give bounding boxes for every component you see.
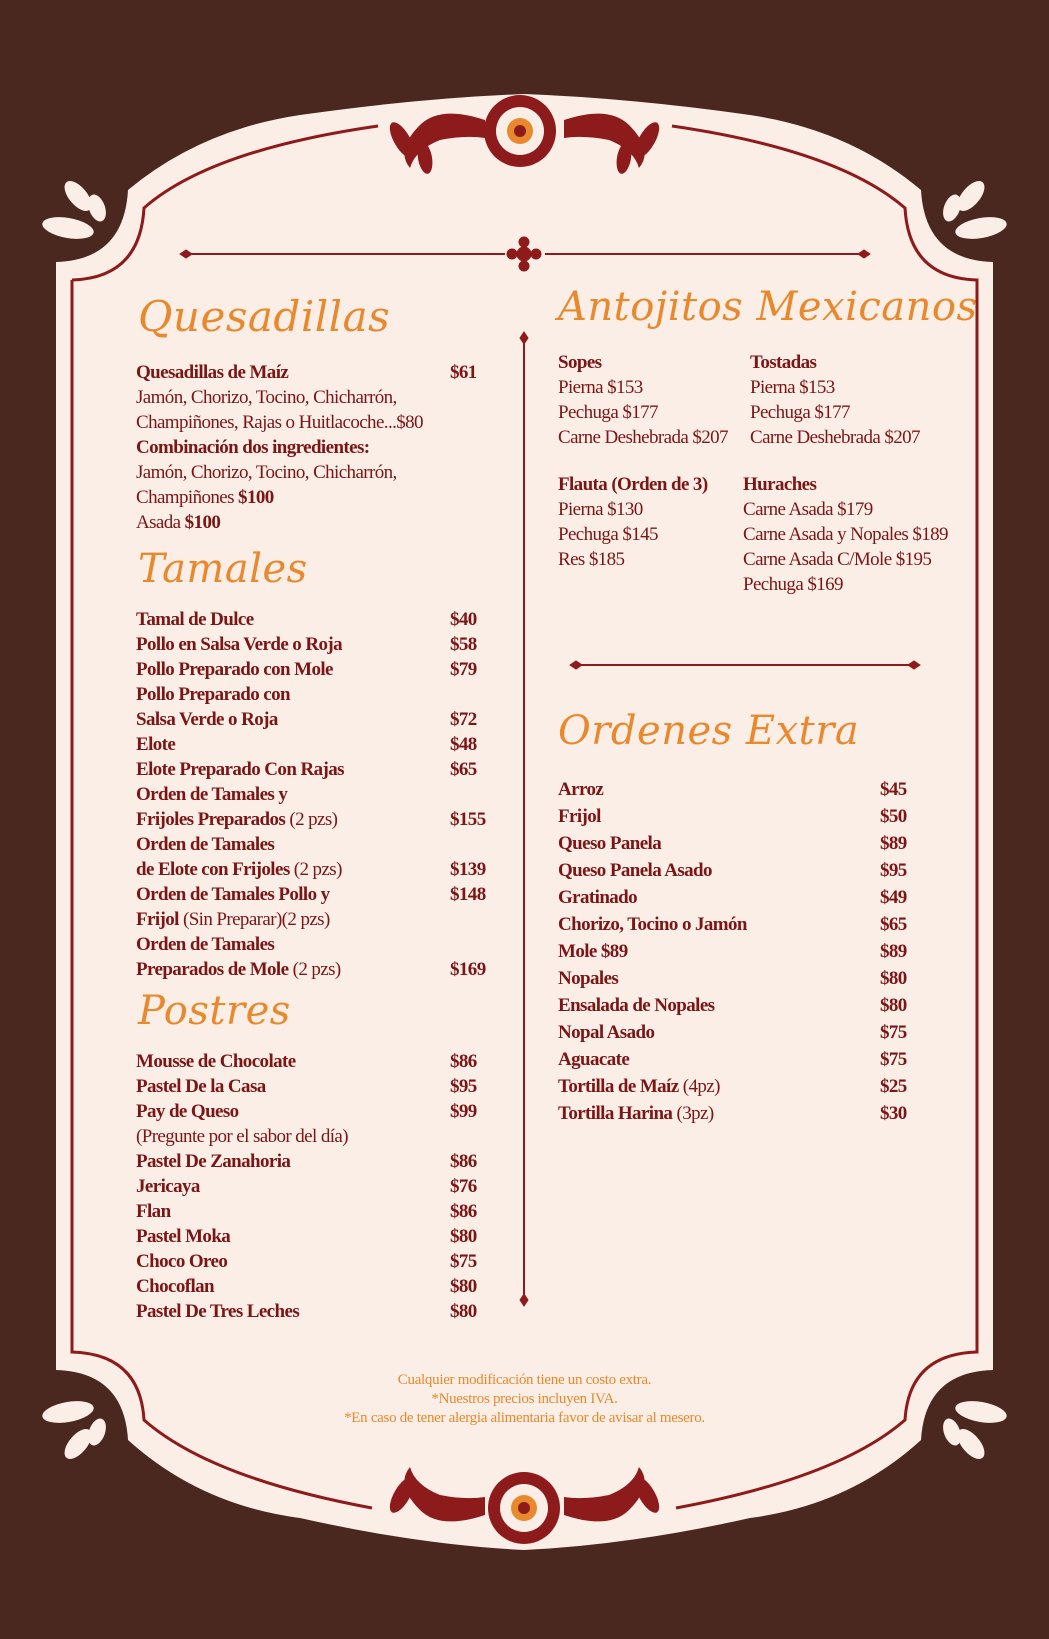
- tamales-item-note: (Sin Preparar)(2 pzs): [178, 909, 330, 930]
- postres-item-price: $76: [450, 1176, 477, 1197]
- tamales-item-note: (2 pzs): [285, 809, 338, 830]
- postres-item-label: Jericaya: [136, 1176, 200, 1197]
- postres-item-label: Pastel De Tres Leches: [136, 1301, 300, 1322]
- postres-item-price: $99: [450, 1101, 477, 1122]
- flauta-item: Pechuga $145: [558, 524, 658, 545]
- sopes-title: Sopes: [558, 352, 602, 373]
- quesadillas-line-3: Champiñones, Rajas o Huitlacoche...$80: [136, 412, 423, 433]
- extras-item-label: Frijol: [558, 806, 601, 827]
- footer-line-1: Cualquier modificación tiene un costo extra.: [397, 1372, 652, 1388]
- extras-item-label: Tortilla Harina: [558, 1103, 673, 1124]
- extras-item-price: $89: [880, 941, 907, 962]
- tamales-item-label: Salsa Verde o Roja: [136, 709, 278, 730]
- postres-item-label: Pay de Queso: [136, 1101, 239, 1122]
- extras-item-label: Nopales: [558, 968, 619, 989]
- extras-item-price: $30: [880, 1103, 907, 1124]
- postres-item-price: $80: [450, 1301, 477, 1322]
- extras-item-label: Nopal Asado: [558, 1022, 655, 1043]
- extras-item-price: $25: [880, 1076, 907, 1097]
- tamales-item-label: Elote: [136, 734, 176, 755]
- extras-item-label: Queso Panela: [558, 833, 662, 854]
- extras-item-price: $89: [880, 833, 907, 854]
- tostadas-item: Pierna $153: [750, 377, 835, 398]
- extras-item-label: Gratinado: [558, 887, 638, 908]
- extras-item-label: Ensalada de Nopales: [558, 995, 715, 1016]
- tamales-item-price: $148: [450, 884, 486, 905]
- postres-item-label: Pastel Moka: [136, 1226, 231, 1247]
- tamales-item-price: $72: [450, 709, 477, 730]
- extras-item-price: $75: [880, 1022, 907, 1043]
- postres-item-price: $95: [450, 1076, 477, 1097]
- extras-title: Ordenes Extra: [558, 708, 860, 754]
- postres-item-label: Pastel De la Casa: [136, 1076, 266, 1097]
- extras-item-note: (3pz): [672, 1103, 714, 1124]
- sopes-item: Pierna $153: [558, 377, 643, 398]
- extras-item-price: $45: [880, 779, 907, 800]
- quesadillas-line-2: Jamón, Chorizo, Tocino, Chicharrón,: [136, 387, 397, 408]
- postres-item-label: Chocoflan: [136, 1276, 214, 1297]
- extras-item-label: Chorizo, Tocino o Jamón: [558, 914, 747, 935]
- tamales-item-label: Frijol: [136, 909, 179, 930]
- tamales-item-label: Orden de Tamales: [136, 934, 275, 955]
- tostadas-title: Tostadas: [750, 352, 817, 373]
- extras-item-price: $50: [880, 806, 907, 827]
- footer-line-2: *Nuestros precios incluyen IVA.: [431, 1391, 618, 1407]
- tamales-item-price: $169: [450, 959, 486, 980]
- extras-item-row: [558, 912, 747, 937]
- postres-item-label: Choco Oreo: [136, 1251, 228, 1272]
- sopes-item: Pechuga $177: [558, 402, 658, 423]
- quesadillas-line-5: Jamón, Chorizo, Tocino, Chicharrón,: [136, 462, 397, 483]
- tostadas-item: Carne Deshebrada $207: [750, 427, 920, 448]
- flauta-item: Pierna $130: [558, 499, 643, 520]
- tamales-item-price: $139: [450, 859, 486, 880]
- postres-item-price: $86: [450, 1201, 477, 1222]
- tamales-item-label: Frijoles Preparados: [136, 809, 286, 830]
- extras-item-row: [558, 858, 712, 883]
- postres-title: Postres: [138, 988, 291, 1034]
- extras-item-price: $80: [880, 995, 907, 1016]
- quesadillas-maiz-label: Quesadillas de Maíz: [136, 362, 289, 383]
- postres-item-label: Flan: [136, 1201, 171, 1222]
- tamales-item-label: Orden de Tamales: [136, 834, 275, 855]
- extras-item-row: [558, 1101, 714, 1126]
- tamales-item-label: Orden de Tamales y: [136, 784, 288, 805]
- tamales-item-label: Preparados de Mole: [136, 959, 289, 980]
- footer-line-3: *En caso de tener alergia alimentaria favor de avisar al mesero.: [344, 1410, 705, 1426]
- quesadillas-title: Quesadillas: [138, 292, 391, 341]
- tamales-item-label: Tamal de Dulce: [136, 609, 254, 630]
- extras-item-row: [558, 885, 637, 910]
- extras-item-label: Mole $89: [558, 941, 628, 962]
- extras-item-row: [558, 1020, 654, 1045]
- tamales-item-label: Pollo Preparado con Mole: [136, 659, 333, 680]
- quesadillas-line-7-text: Asada: [136, 512, 185, 533]
- tamales-title: Tamales: [138, 546, 308, 592]
- extras-item-row: [558, 966, 618, 991]
- extras-item-row: [558, 993, 714, 1018]
- huraches-item: Carne Asada y Nopales $189: [743, 524, 948, 545]
- tamales-item-note: (2 pzs): [288, 959, 341, 980]
- postres-item-price: $86: [450, 1051, 477, 1072]
- quesadillas-line-6-price: $100: [238, 487, 274, 508]
- extras-item-row: [558, 1047, 629, 1072]
- tamales-item-price: $79: [450, 659, 477, 680]
- flauta-title: Flauta (Orden de 3): [558, 474, 708, 495]
- extras-item-price: $75: [880, 1049, 907, 1070]
- postres-item-price: $86: [450, 1151, 477, 1172]
- postres-item-label: Mousse de Chocolate: [136, 1051, 296, 1072]
- extras-item-row: [558, 804, 601, 829]
- antojitos-title: Antojitos Mexicanos: [558, 284, 978, 330]
- extras-item-row: [558, 831, 661, 856]
- extras-item-label: Aguacate: [558, 1049, 630, 1070]
- huraches-title: Huraches: [743, 474, 817, 495]
- tamales-item-label: Orden de Tamales Pollo y: [136, 884, 330, 905]
- postres-item-label: Pastel De Zanahoria: [136, 1151, 291, 1172]
- sopes-item: Carne Deshebrada $207: [558, 427, 728, 448]
- tamales-item-label: Pollo Preparado con: [136, 684, 290, 705]
- postres-item-price: $80: [450, 1226, 477, 1247]
- tamales-item-price: $48: [450, 734, 477, 755]
- extras-item-row: [558, 1074, 720, 1099]
- postres-item-price: $75: [450, 1251, 477, 1272]
- huraches-item: Carne Asada C/Mole $195: [743, 549, 932, 570]
- extras-item-price: $80: [880, 968, 907, 989]
- tamales-item-label: de Elote con Frijoles: [136, 859, 290, 880]
- quesadillas-line-7-price: $100: [184, 512, 221, 533]
- extras-item-label: Arroz: [558, 779, 604, 800]
- postres-item-note: (Pregunte por el sabor del día): [136, 1126, 348, 1147]
- quesadillas-line-4: Combinación dos ingredientes:: [136, 437, 370, 458]
- tamales-item-price: $65: [450, 759, 477, 780]
- tamales-item-label: Pollo en Salsa Verde o Roja: [136, 634, 343, 655]
- tamales-item-label: Elote Preparado Con Rajas: [136, 759, 344, 780]
- huraches-item: Pechuga $169: [743, 574, 843, 595]
- tostadas-item: Pechuga $177: [750, 402, 850, 423]
- extras-item-price: $49: [880, 887, 907, 908]
- tamales-item-price: $40: [450, 609, 477, 630]
- extras-item-price: $65: [880, 914, 907, 935]
- tamales-item-price: $58: [450, 634, 477, 655]
- huraches-item: Carne Asada $179: [743, 499, 873, 520]
- extras-item-label: Tortilla de Maíz: [558, 1076, 679, 1097]
- quesadillas-line-6-text: Champiñones: [136, 487, 239, 508]
- extras-item-note: (4pz): [678, 1076, 720, 1097]
- quesadillas-maiz-price: $61: [450, 362, 477, 383]
- extras-item-price: $95: [880, 860, 907, 881]
- extras-item-label: Queso Panela Asado: [558, 860, 712, 881]
- tamales-item-note: (2 pzs): [289, 859, 342, 880]
- postres-item-price: $80: [450, 1276, 477, 1297]
- flauta-item: Res $185: [558, 549, 625, 570]
- extras-item-row: [558, 777, 603, 802]
- tamales-item-price: $155: [450, 809, 486, 830]
- extras-item-row: [558, 939, 628, 964]
